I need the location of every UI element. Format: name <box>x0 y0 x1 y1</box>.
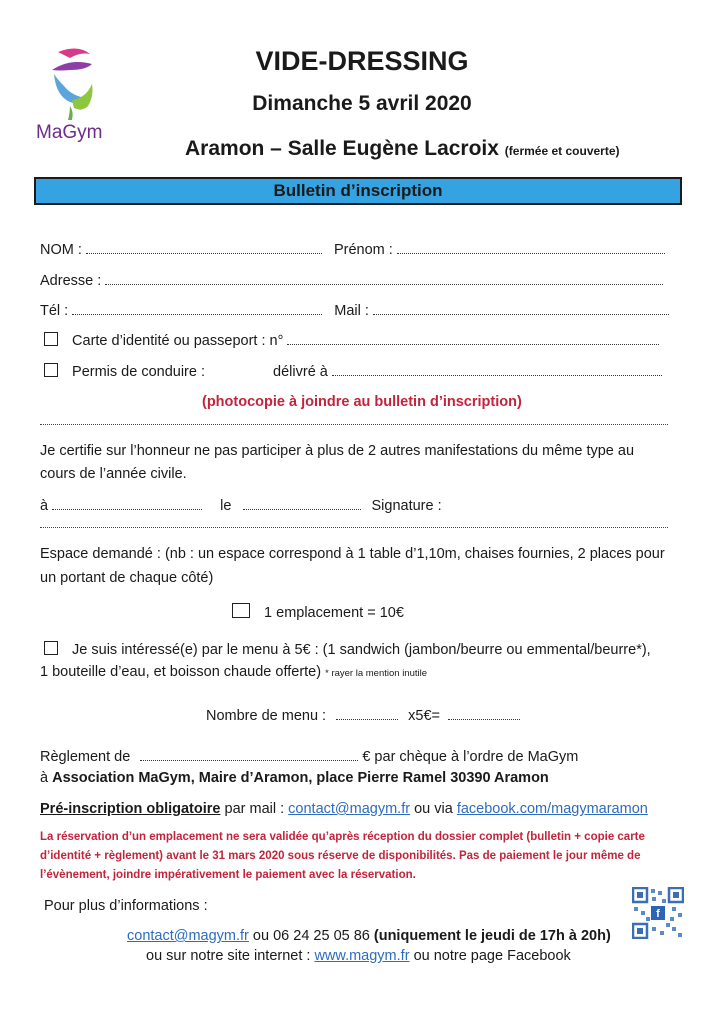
carte-checkbox[interactable] <box>44 332 58 346</box>
lieu-label: à <box>40 498 49 514</box>
tel-label: Tél : <box>40 303 69 319</box>
emplacement-checkbox[interactable] <box>232 603 250 618</box>
qr-code-icon <box>632 887 684 939</box>
tel-field[interactable] <box>72 302 322 315</box>
date-label: le <box>220 498 232 514</box>
signature-label: Signature : <box>371 498 442 514</box>
carte-row <box>44 332 659 349</box>
site-row <box>146 948 571 964</box>
warning-line1: La réservation d’un emplacement ne sera validée qu’après réception du dossier complet (bulletin + copie carte <box>40 831 645 843</box>
logo-text: MaGym <box>36 122 103 143</box>
separator <box>40 424 668 425</box>
nombre-menu-row <box>206 707 520 724</box>
carte-label: Carte d’identité ou passeport : n° <box>72 333 284 349</box>
assoc-row <box>40 770 549 786</box>
menu-text-2: 1 bouteille d’eau, et boisson chaude offerte) <box>40 664 322 680</box>
menu-note: * rayer la mention inutile <box>325 668 428 679</box>
assoc-prefix: à <box>40 770 49 786</box>
total-field[interactable] <box>448 707 520 720</box>
espace-line2: un portant de chaque côté) <box>40 570 214 586</box>
mail-field[interactable] <box>373 302 669 315</box>
x5-label: x5€= <box>408 708 441 724</box>
photocopie-note: (photocopie à joindre au bulletin d’inscription) <box>202 394 522 410</box>
nom-row <box>40 241 665 258</box>
signature-row <box>40 497 442 514</box>
page-title: VIDE-DRESSING <box>255 46 469 76</box>
contact-email-link[interactable]: contact@magym.fr <box>127 928 249 944</box>
menu-line2 <box>40 664 427 680</box>
adresse-label: Adresse : <box>40 273 102 289</box>
website-link[interactable]: www.magym.fr <box>314 948 410 964</box>
adresse-field[interactable] <box>105 272 663 285</box>
phone-number: 06 24 25 05 86 <box>273 928 370 944</box>
tel-row <box>40 302 669 319</box>
date-field[interactable] <box>243 497 361 510</box>
site-suffix: ou notre page Facebook <box>413 948 571 964</box>
warning-line2: d’identité + règlement) avant le 31 mars 2020 sous réserve de disponibilités. Pas de paiement le jour même de <box>40 850 641 862</box>
nombre-field[interactable] <box>336 707 398 720</box>
preinscription-label: Pré-inscription obligatoire <box>40 801 221 817</box>
montant-field[interactable] <box>140 748 358 761</box>
ou-label: ou <box>252 928 270 944</box>
venue-note: (fermée et couverte) <box>504 144 620 158</box>
espace-line1: Espace demandé : (nb : un espace correspond à 1 table d’1,10m, chaises fournies, 2 places pour <box>40 546 665 562</box>
emplacement-row <box>232 603 404 621</box>
certif-line1: Je certifie sur l’honneur ne pas participer à plus de 2 autres manifestations du même type au <box>40 443 635 459</box>
permis-label: Permis de conduire : <box>72 364 206 380</box>
preinscription-email-link[interactable]: contact@magym.fr <box>288 801 411 817</box>
reglement-label: Règlement de <box>40 749 131 765</box>
nom-label: NOM : <box>40 242 82 258</box>
separator <box>40 527 668 528</box>
site-prefix: ou sur notre site internet : <box>146 948 311 964</box>
par-mail-label: par mail : <box>224 801 285 817</box>
menu-checkbox[interactable] <box>44 641 58 655</box>
phone-hours: (uniquement le jeudi de 17h à 20h) <box>373 928 611 944</box>
mail-label: Mail : <box>334 303 369 319</box>
delivre-field[interactable] <box>332 363 662 376</box>
warning-line3: l’évènement, joindre impérativement le paiement avec la réservation. <box>40 869 416 881</box>
event-venue <box>185 137 620 161</box>
assoc-address: Association MaGym, Maire d’Aramon, place Pierre Ramel 30390 Aramon <box>52 770 549 786</box>
permis-row <box>44 363 662 380</box>
reglement-row <box>40 748 578 765</box>
facebook-link[interactable]: facebook.com/magymaramon <box>456 801 648 817</box>
adresse-row <box>40 272 663 289</box>
ou-via-label: ou via <box>414 801 453 817</box>
carte-field[interactable] <box>287 332 659 345</box>
cheque-label: € par chèque à l’ordre de MaGym <box>362 749 579 765</box>
nombre-label: Nombre de menu : <box>206 708 327 724</box>
info-label: Pour plus d’informations : <box>44 898 208 914</box>
form-banner: Bulletin d’inscription <box>34 177 682 205</box>
nom-field[interactable] <box>86 241 322 254</box>
emplacement-label: 1 emplacement = 10€ <box>264 605 404 621</box>
lieu-field[interactable] <box>52 497 202 510</box>
permis-checkbox[interactable] <box>44 363 58 377</box>
contact-row <box>127 928 611 944</box>
menu-text: Je suis intéressé(e) par le menu à 5€ : (1 sandwich (jambon/beurre ou emmental/beurre*), <box>72 642 651 658</box>
prenom-label: Prénom : <box>333 242 393 258</box>
menu-line1 <box>44 641 651 658</box>
prenom-field[interactable] <box>397 241 665 254</box>
certif-line2: cours de l’année civile. <box>40 466 187 482</box>
delivre-label: délivré à <box>273 364 328 380</box>
preinscription-row <box>40 801 648 817</box>
event-date: Dimanche 5 avril 2020 <box>252 92 472 115</box>
venue-name: Aramon – Salle Eugène Lacroix <box>185 137 499 160</box>
svg-text:f: f <box>656 908 660 920</box>
